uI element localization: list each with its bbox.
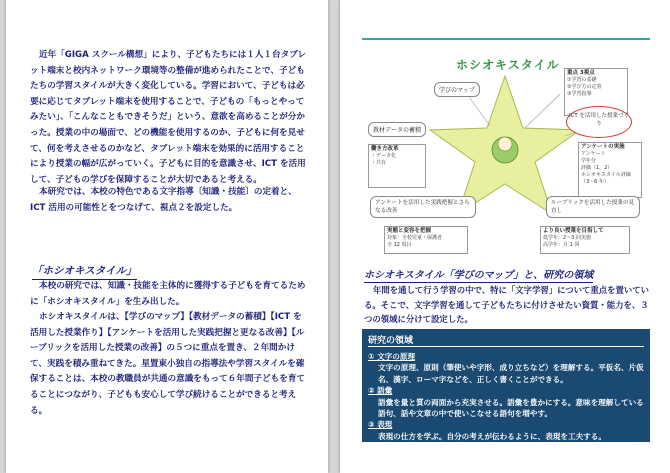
right-page [340,0,670,473]
map-paragraph: 年間を通して行う学習の中で、特に「文字学習」について重点を置いている。そこで、文字学習を通して子どもたちに付けさせたい資質・能力を、３つの領域に分けて設定した。 [364,285,650,324]
focus-box-title: 重点 3視点 [567,70,595,76]
focus-line: ①学習の基礎 [567,77,597,83]
top-rule [362,38,650,40]
map-heading: ホシオキスタイル「学びのマップ」と、研究の領域 [364,266,593,283]
style-intro-paragraph: 本校の研究では、知識・技能を主体的に獲得する子どもを育てるために「ホシオキスタイル」を生み出した。 [30,281,306,307]
style-detail-paragraph: ホシオキスタイルは、【学びのマップ】【教材データの蓄積】【ICT を活用した授業作り】【アンケートを活用した実践把握と更なる改善】【ルーブリックを活用した授業の改善】の５つに重点を置き、２年間かけて、実践を積み重ねてきた。星置東小独自の指導法や学習スタイルを確保することは、本校の教職員が共通の意識をもって６年間子どもを育てることにつながり、子どもも安心して学び続けることができると考える。 [30,312,306,416]
research-domain-box [362,329,650,442]
research-item-body: 文字の原理、原則（筆使いや字形、成り立ちなど）を理解する。平仮名、片仮名、漢字、ローマ字などを、正しく書くことができる。 [378,363,644,384]
ict-lesson-oval: ICT を活用した授業づくり [566,106,632,138]
status-box: 実態と変容を把握 対象：全校児童・保護者 全 12 項目 [384,226,468,254]
diagram-title: ホシオキスタイル [456,58,560,72]
research-items [368,351,644,442]
research-item-head: ② 語彙 [368,386,393,396]
research-item-head: ③ 表現 [368,420,393,430]
focus-line: ③学習指導 [567,91,592,97]
research-item-body: 表現の仕方を学ぶ。自分の考えが伝わるように、表現を工夫する。 [378,431,606,441]
survey-detail-box: アンケートの実施 アンケート 学年分 評価（1，2） ホシオキスタイル評価 （3～6 年） [578,142,642,198]
section-heading: 「ホシオキスタイル」 [32,263,137,280]
rubric-bubble: ルーブリックを活用した授業の見直し [546,196,640,218]
research-title: 研究の領域 [368,336,414,346]
left-page [6,0,328,473]
viewpoint-paragraph: 本研究では、本校の特色である文字指導〔知識・技能〕の定着と、ICT 活用の可能性とをつなげて、視点２を設定した。 [30,187,297,213]
research-divider [368,346,644,347]
learning-map-bubble: 学びのマップ [434,82,480,97]
better-lesson-box: より良い授業を目指して 低学年：2～3 回実施 高学年：月 1 回 [540,226,630,254]
research-item-body: 語彙を量と質の両面から充実させる。語彙を豊かにする。意味を理解している語句、話や文章の中で使いこなせる語句を増やす。 [378,397,644,419]
hoshioki-diagram [360,46,650,258]
research-item-head: ① 文字の原理 [368,352,416,361]
focus-line: ②学び方の定着 [567,84,602,90]
material-data-bubble: 教材データの蓄積 [368,122,426,137]
work-reform-box: 働き方改革 ・データ化 ・共有 [368,144,426,188]
intro-paragraph: 近年「GIGA スクール構想」により、子どもたちには１人１台タブレット端末と校内ネットワーク環境等の整備が進められたことで、子どもたちの学習スタイルが大きく変化している。学習において、子どもは必要に応じてタブレット端末を使用することで、子どもの「もっとやってみたい」、「こんなこともできそうだ」という、意欲を高めることが分かった。授業の中の場面で、どの機能を使用するのか、子どもに何を見せて、何を考えさせるのかなど、タブレット端末を効果的に活用することにより授業の幅が広がっていく。子どもに目的を意識させ、ICT を活用して、子どもの学びを保障することが大切であると考える。 [30,50,307,185]
survey-bubble: アンケートを活用した実践把握とさらなる改善 [370,196,476,218]
